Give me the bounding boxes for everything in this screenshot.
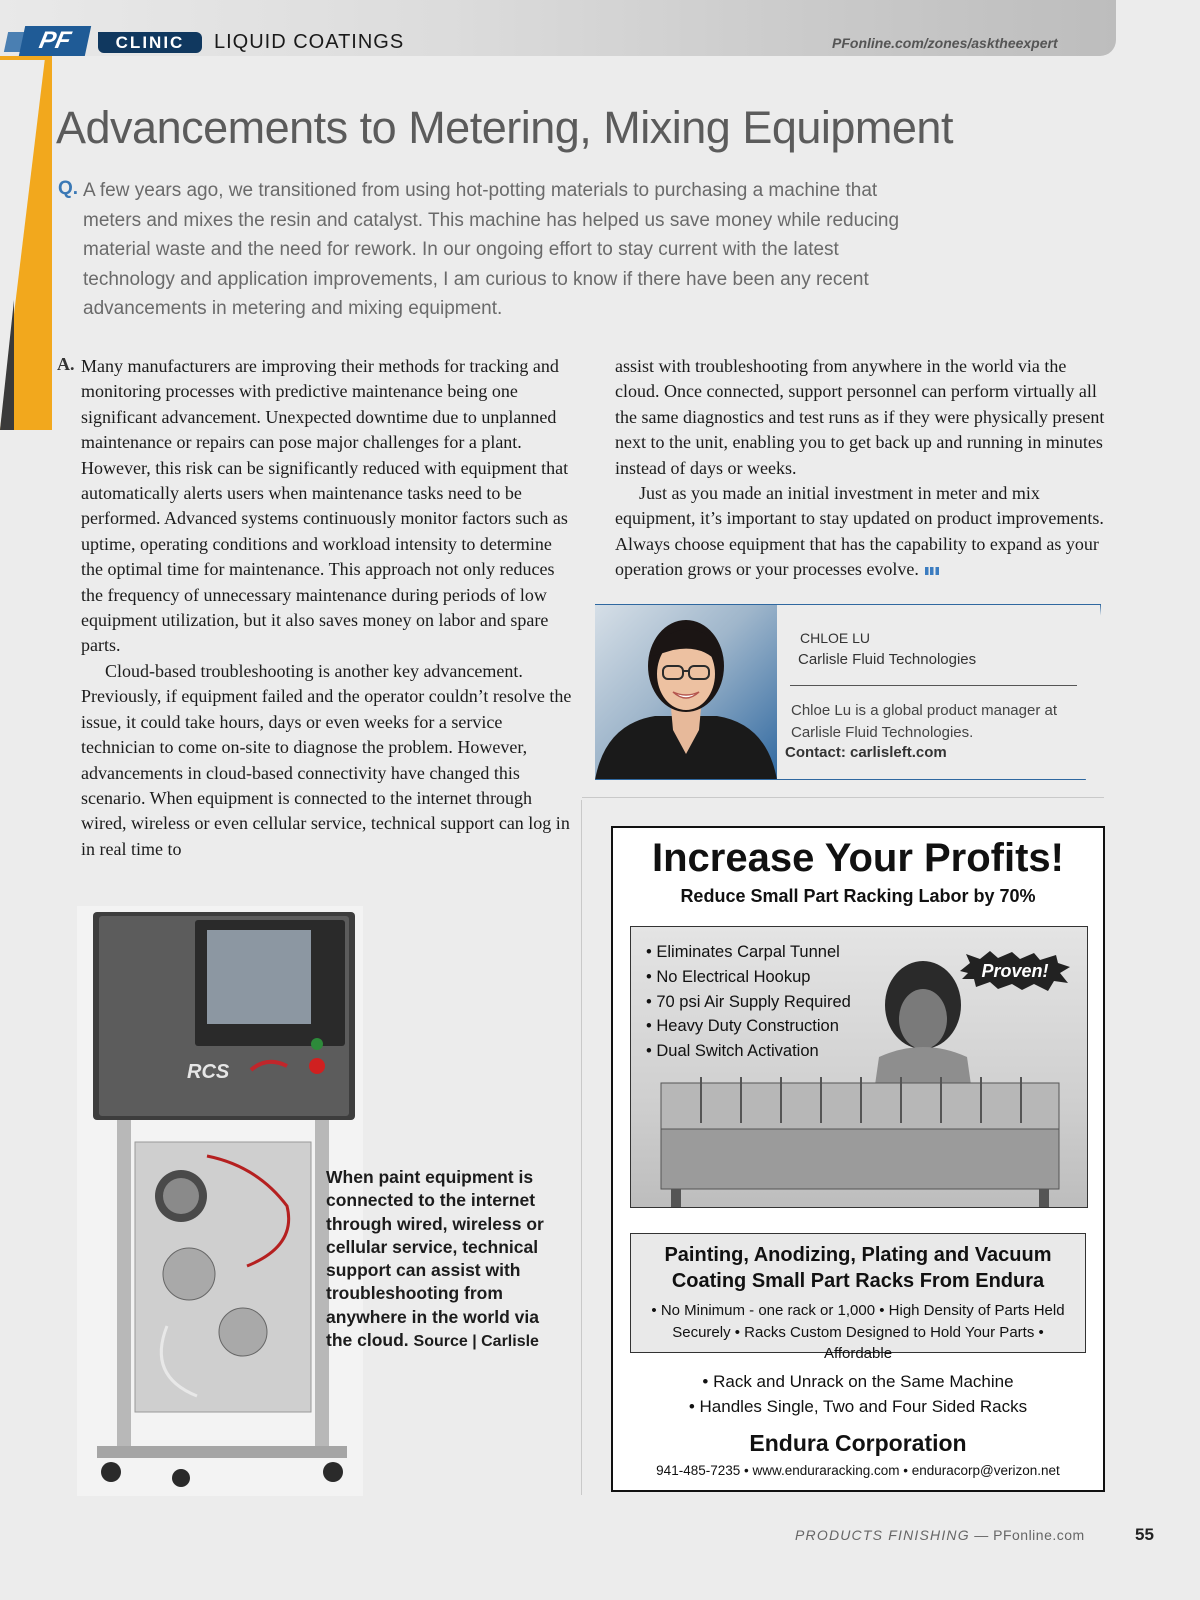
author-contact-link[interactable]: Contact: carlisleft.com bbox=[785, 744, 947, 761]
column-divider-vertical bbox=[581, 800, 582, 1495]
ad-bullet: • Heavy Duty Construction bbox=[646, 1014, 851, 1039]
clinic-badge: CLINIC bbox=[98, 32, 202, 53]
rcs-logo-text: RCS bbox=[187, 1061, 230, 1083]
answer-paragraph: Many manufacturers are improving their methods for tracking and monitoring processes with predictive maintenance being one significant advancement. Unexpected downtime due to unplanned maintenance or repairs can pose major challenges for a plant. However, this risk can be significantly reduced with equipment that automatically alerts users when maintenance tasks need to be performed. Advanced systems continuously monitor factors such as uptime, operating conditions and workload intensity to determine the optimal time for maintenance. This approach not only reduces the frequency of unnecessary maintenance during periods of low equipment utilization, but it also saves money on labor and spare parts. bbox=[81, 356, 569, 656]
article-title: Advancements to Metering, Mixing Equipment bbox=[56, 102, 953, 153]
question-text: A few years ago, we transitioned from using hot-potting materials to purchasing a machine that meters and mixes the resin and catalyst. This machine has helped us save money while reducing material waste and the need for rework. In our ongoing effort to stay current with the latest technology and application improvements, I am curious to know if there have been any recent advancements in metering and mixing equipment. bbox=[83, 180, 900, 319]
author-name: CHLOE LU bbox=[800, 630, 871, 646]
author-bio: Chloe Lu is a global product manager at Carlisle Fluid Technologies. bbox=[791, 702, 1058, 741]
footer-site: — PFonline.com bbox=[974, 1527, 1085, 1543]
answer-paragraph: assist with troubleshooting from anywhere in the world via the cloud. Once connected, support personnel can perform virtually all the same diagnostics and test runs as if they were physically present next to the unit, enabling you to get back up and running in minutes instead of days or weeks. bbox=[615, 356, 1105, 478]
ad-bullet: • Eliminates Carpal Tunnel bbox=[646, 940, 851, 965]
page-number: 55 bbox=[1135, 1525, 1154, 1544]
ad-headline: Increase Your Profits! bbox=[652, 836, 1064, 880]
end-mark-icon bbox=[925, 567, 939, 575]
ad-bullet-list bbox=[646, 940, 851, 1064]
footer-publication: PRODUCTS FINISHING bbox=[795, 1527, 970, 1543]
ad-company-name: Endura Corporation bbox=[749, 1430, 967, 1456]
ad-feature-list bbox=[611, 1370, 1105, 1419]
metering-machine-photo bbox=[77, 906, 363, 1496]
question-label: Q. bbox=[58, 178, 79, 199]
answer-column-left bbox=[81, 354, 573, 862]
proven-burst-badge bbox=[960, 951, 1070, 991]
ad-feature: • Rack and Unrack on the Same Machine bbox=[702, 1372, 1014, 1391]
answer-paragraph-text: Just as you made an initial investment in meter and mix equipment, it’s important to stay updated on product improvements. Always choose equipment that has the capability to expand as your operation grows or your processes evolve. bbox=[615, 483, 1104, 580]
ad-feature: • Handles Single, Two and Four Sided Racks bbox=[688, 1396, 1028, 1416]
figure-source: Source | Carlisle bbox=[413, 1333, 539, 1351]
header-url-link[interactable]: PFonline.com/zones/asktheexpert bbox=[832, 35, 1058, 51]
figure-caption bbox=[326, 1166, 566, 1353]
figure-caption-text: When paint equipment is connected to the internet through wired, wireless or cellular service, technical support can assist with troubleshooting from anywhere in the world via the cloud. bbox=[326, 1167, 544, 1351]
answer-paragraph: Cloud-based troubleshooting is another key advancement. Previously, if equipment failed and the operator couldn’t resolve the issue, it could take hours, days or even weeks for a service technician to come on-site to diagnose the problem. However, advancements in cloud-based connectivity have changed this scenario. When equipment is connected to the internet through wired, wireless or even cellular service, technical support can log in in real time to bbox=[81, 660, 572, 859]
ad-info-box-text: • No Minimum - one rack or 1,000 • High Density of Parts Held Securely • Racks Custom Designed to Hold Your Parts • Affordable bbox=[651, 1302, 1065, 1362]
ad-bullet: • 70 psi Air Supply Required bbox=[646, 990, 851, 1015]
section-label: LIQUID COATINGS bbox=[214, 31, 405, 53]
column-divider-horizontal bbox=[582, 797, 1104, 798]
ad-subheadline: Reduce Small Part Racking Labor by 70% bbox=[680, 886, 1036, 906]
ad-info-box-title: Painting, Anodizing, Plating and Vacuum Coating Small Part Racks From Endura bbox=[664, 1244, 1052, 1292]
page-footer bbox=[795, 1527, 1085, 1543]
pf-logo-badge: PF bbox=[19, 26, 91, 56]
proven-badge-text: Proven! bbox=[981, 961, 1049, 981]
answer-column-right bbox=[615, 354, 1107, 583]
ad-contact-line[interactable]: 941-485-7235 • www.enduraracking.com • enduracorp@verizon.net bbox=[656, 1463, 1060, 1478]
ad-bullet: • Dual Switch Activation bbox=[646, 1039, 851, 1064]
answer-label: A. bbox=[57, 354, 75, 374]
accent-stripe-shadow bbox=[0, 300, 14, 430]
answer-paragraph bbox=[615, 481, 1107, 583]
ad-bullet: • No Electrical Hookup bbox=[646, 965, 851, 990]
author-company: Carlisle Fluid Technologies bbox=[798, 651, 977, 668]
author-divider bbox=[790, 685, 1077, 686]
